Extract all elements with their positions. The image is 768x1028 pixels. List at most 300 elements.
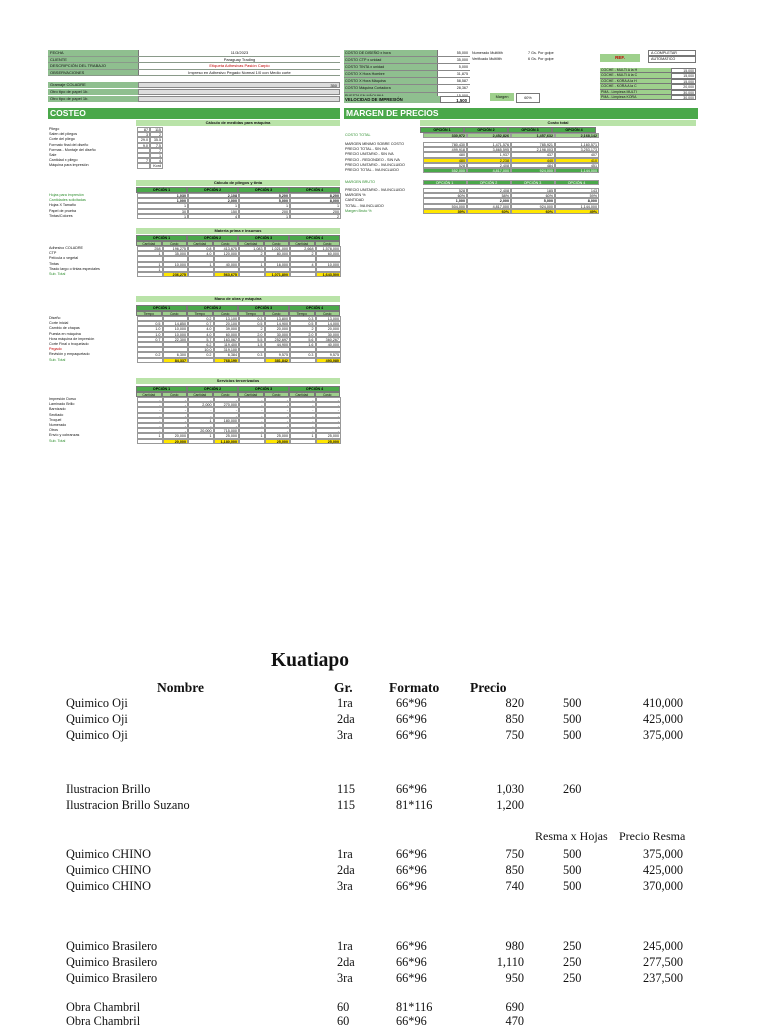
pliegos-value[interactable]: 150	[188, 209, 239, 214]
row-nombre: Quimico CHINO	[66, 879, 152, 893]
calc-value-a[interactable]: 29.0	[137, 137, 150, 142]
mano-value[interactable]: 319,100	[214, 347, 240, 352]
serv-value[interactable]: -	[214, 423, 240, 428]
serv-value[interactable]: -	[316, 402, 342, 407]
subcolumn-header: Tiempo	[238, 311, 264, 316]
materia-value[interactable]: 2	[290, 251, 316, 256]
serv-value[interactable]: 25,000	[214, 433, 240, 438]
serv-value[interactable]: -	[290, 413, 316, 418]
rate-label: COCHE - MULTI A la C	[600, 73, 671, 78]
price-value[interactable]: 407	[555, 152, 599, 157]
materia-value[interactable]: 120,000	[214, 251, 240, 256]
price-value[interactable]: 4,817,000	[467, 168, 511, 173]
pliegos-value[interactable]: 200	[239, 209, 290, 214]
serv-value[interactable]: 25,000	[265, 433, 291, 438]
serv-value[interactable]: 25,000	[316, 433, 342, 438]
calc-value-a[interactable]: 3	[137, 132, 150, 137]
serv-value[interactable]: 2,000	[188, 402, 214, 407]
mano-value[interactable]: 44,900	[265, 342, 291, 347]
mano-value[interactable]: 10.0	[188, 347, 214, 352]
pliegos-value[interactable]: 1	[239, 214, 290, 219]
serv-value[interactable]: -	[239, 428, 265, 433]
mano-value[interactable]: 22,300	[163, 337, 189, 342]
pliegos-value[interactable]: 1	[137, 203, 188, 208]
materia-value[interactable]: 4.0	[188, 251, 214, 256]
serv-value[interactable]: -	[137, 413, 163, 418]
mano-value[interactable]: 13,100	[214, 316, 240, 321]
materia-value[interactable]: 1	[239, 262, 265, 267]
serv-value[interactable]: -	[137, 418, 163, 423]
mano-title: Mano de obra y máquina	[136, 296, 340, 302]
price-value[interactable]: 552,000	[423, 168, 467, 173]
serv-value[interactable]: -	[316, 397, 342, 402]
costo-total-title: Costo total	[420, 120, 696, 126]
bruto-value[interactable]: 60%	[467, 209, 511, 214]
calc-value-a[interactable]: 7	[137, 158, 150, 163]
row-total: 375,000	[643, 728, 683, 742]
mano-value[interactable]: 6,300	[163, 352, 189, 357]
materia-value[interactable]: 35,000	[163, 251, 189, 256]
price-value[interactable]: 437	[511, 152, 555, 157]
mano-value[interactable]: 13,800	[265, 316, 291, 321]
mano-value[interactable]: 20,000	[265, 326, 291, 331]
cost-value[interactable]: 5,000	[437, 64, 470, 70]
serv-value[interactable]: -	[137, 402, 163, 407]
pliegos-value[interactable]: 1	[239, 203, 290, 208]
materia-value[interactable]: 4	[290, 262, 316, 267]
serv-value[interactable]: 1	[239, 433, 265, 438]
paper-value[interactable]: 350	[138, 82, 340, 88]
rate-value[interactable]: 15,000	[671, 68, 696, 73]
mano-value[interactable]: 30,000	[265, 332, 291, 337]
serv-value[interactable]: -	[163, 397, 189, 402]
bruto-value[interactable]: 4,817,000	[467, 204, 511, 209]
cost-value[interactable]: 35,000	[437, 57, 470, 63]
materia-value[interactable]: 60,000	[316, 251, 342, 256]
bruto-value[interactable]: 60%	[423, 193, 467, 198]
pliegos-value[interactable]: 1	[188, 203, 239, 208]
rate-value[interactable]: 30,000	[671, 95, 696, 100]
price-value[interactable]: 451	[555, 163, 599, 168]
price-value[interactable]: 499,918	[423, 147, 467, 152]
price-value[interactable]: 480	[423, 152, 467, 157]
serv-value[interactable]: -	[137, 428, 163, 433]
mano-value[interactable]: 5.5	[239, 337, 265, 342]
row-gr: 3ra	[337, 971, 353, 985]
price-value[interactable]: 924,000	[511, 168, 555, 173]
serv-value[interactable]: -	[239, 402, 265, 407]
serv-value[interactable]: -	[163, 413, 189, 418]
mano-value[interactable]: 0.3	[239, 352, 265, 357]
calc-value-b[interactable]: 115	[150, 127, 163, 132]
row-nombre: Quimico CHINO	[66, 847, 152, 861]
serv-value[interactable]: -	[265, 423, 291, 428]
mano-value[interactable]: 9,575	[265, 352, 291, 357]
info-value[interactable]: Paraguay Trading	[138, 57, 340, 63]
serv-value[interactable]: -	[163, 428, 189, 433]
row-gr: 1ra	[337, 847, 353, 861]
serv-value[interactable]: -	[163, 402, 189, 407]
pliegos-label: Hojas para impresión	[49, 193, 84, 197]
materia-value[interactable]: 258	[137, 246, 163, 251]
mano-value[interactable]: 10,000	[163, 332, 189, 337]
materia-value[interactable]: 1,083	[239, 246, 265, 251]
serv-value[interactable]: 1	[137, 433, 163, 438]
cost-note: Verificado Multilith	[472, 57, 502, 62]
serv-value[interactable]: -	[163, 423, 189, 428]
calc-label: Máquina para impresión	[49, 163, 89, 168]
serv-value[interactable]: 1	[290, 433, 316, 438]
price-label: PRECIO UNITARIO - IVA INCLUIDO	[345, 162, 405, 167]
serv-label: Impresión Dorso	[49, 397, 77, 401]
materia-value[interactable]: 1	[137, 262, 163, 267]
serv-value[interactable]: -	[316, 407, 342, 412]
bruto-value[interactable]: 60%	[511, 193, 555, 198]
row-precio: 850	[505, 712, 524, 726]
mano-total-label: Sub. Total	[49, 357, 66, 362]
rate-value[interactable]: 15,000	[671, 79, 696, 84]
price-value[interactable]: 2,198,003	[511, 147, 555, 152]
price-value[interactable]: 484	[511, 163, 555, 168]
bruto-value[interactable]: 504,000	[423, 204, 467, 209]
option-header: OPCIÓN 3	[238, 235, 289, 241]
bruto-value[interactable]: 8,000	[555, 198, 599, 203]
subcolumn-header: Costo	[213, 241, 239, 246]
serv-value[interactable]: -	[316, 413, 342, 418]
serv-value[interactable]: 1	[188, 433, 214, 438]
serv-value[interactable]: 715,000	[214, 428, 240, 433]
mano-value[interactable]: 40,000	[316, 342, 342, 347]
row-precio: 1,110	[496, 955, 524, 969]
mano-value[interactable]: 2	[290, 326, 316, 331]
mano-value[interactable]: 1.6	[290, 342, 316, 347]
mano-value[interactable]: 0.3	[239, 316, 265, 321]
price-label: PRECIO TOTAL - IVA INCLUIDO	[345, 167, 399, 172]
calc-value-b[interactable]: 7.5	[150, 143, 163, 148]
serv-value[interactable]: -	[290, 418, 316, 423]
price-value[interactable]: 3,253,173	[555, 147, 599, 152]
header-precio: Precio	[470, 680, 507, 695]
bruto-value[interactable]: 59%	[555, 193, 599, 198]
price-value[interactable]: 780,430	[423, 142, 467, 147]
row-gr: 2da	[337, 863, 355, 877]
price-value[interactable]: 2,238	[467, 158, 511, 163]
materia-value[interactable]: 1,021,000	[265, 246, 291, 251]
pliegos-value[interactable]: 8,000	[290, 198, 341, 203]
price-value[interactable]: 440	[511, 158, 555, 163]
calc-value-b[interactable]: Kord	[150, 163, 163, 168]
mano-value[interactable]: 2.0	[290, 332, 316, 337]
serv-value[interactable]: -	[188, 407, 214, 412]
serv-value[interactable]: -	[137, 397, 163, 402]
option-header: OPCIÓN 2	[467, 180, 511, 185]
mano-value[interactable]: 0.2	[137, 352, 163, 357]
materia-value[interactable]: 413,675	[214, 246, 240, 251]
serv-value[interactable]: -	[316, 418, 342, 423]
option-header: OPCIÓN 2	[187, 235, 238, 241]
bruto-value[interactable]: 58%	[467, 193, 511, 198]
materia-value[interactable]: 1	[188, 262, 214, 267]
serv-value[interactable]: -	[239, 407, 265, 412]
margin-value[interactable]: 60%	[516, 93, 540, 103]
mano-value[interactable]: 252,697	[265, 337, 291, 342]
mano-value[interactable]: 20,000	[316, 326, 342, 331]
price-value[interactable]: 528	[423, 163, 467, 168]
serv-value[interactable]: 20,000	[188, 428, 214, 433]
materia-value[interactable]: 196,275	[163, 246, 189, 251]
mano-value[interactable]: 0.5	[239, 321, 265, 326]
serv-total-label: Sub. Total	[49, 438, 66, 443]
info-label: FECHA	[48, 50, 138, 56]
serv-value[interactable]: -	[214, 413, 240, 418]
serv-value[interactable]: -	[265, 413, 291, 418]
mano-value[interactable]: 5.7	[188, 337, 214, 342]
bruto-value[interactable]: 143	[555, 188, 599, 193]
calc-value-b[interactable]: 1	[150, 153, 163, 158]
rate-value[interactable]: 20,000	[671, 84, 696, 89]
row-nombre: Quimico Brasilero	[66, 971, 158, 985]
velocity-value[interactable]: 1,500	[440, 96, 470, 103]
price-value[interactable]: 1,937	[467, 152, 511, 157]
price-value[interactable]: 2,408	[467, 163, 511, 168]
mano-value[interactable]: 4.0	[188, 326, 214, 331]
mano-value[interactable]: 10,000	[163, 326, 189, 331]
bruto-value[interactable]: 2,000	[467, 198, 511, 203]
mano-value[interactable]: 2	[239, 326, 265, 331]
mano-value[interactable]: 4.0	[188, 332, 214, 337]
option-header: OPCIÓN 4	[552, 127, 596, 133]
row-nombre: Quimico Oji	[66, 712, 128, 726]
price-value[interactable]: 3,865,595	[467, 147, 511, 152]
header-nombre: Nombre	[157, 680, 204, 695]
bruto-value[interactable]: 5,000	[511, 198, 555, 203]
serv-value[interactable]: -	[239, 418, 265, 423]
row-gr: 60	[337, 1014, 350, 1028]
serv-value[interactable]: -	[290, 423, 316, 428]
serv-label: Laminado Brillo	[49, 402, 75, 407]
serv-value[interactable]: -	[265, 418, 291, 423]
row-nombre: Quimico CHINO	[66, 863, 152, 877]
mano-value[interactable]: 6.2	[188, 342, 214, 347]
serv-value[interactable]: -	[214, 407, 240, 412]
mano-value[interactable]: 20,100	[214, 321, 240, 326]
calc-value-b[interactable]: 4	[150, 158, 163, 163]
bruto-value[interactable]: 924,000	[511, 204, 555, 209]
materia-label: Tirado largo o tintas especiales	[49, 266, 100, 271]
serv-value[interactable]: -	[290, 407, 316, 412]
mano-value[interactable]: 14,850	[163, 321, 189, 326]
materia-value[interactable]: 1	[137, 251, 163, 256]
mano-value[interactable]: 39,000	[214, 326, 240, 331]
calc-value-b[interactable]: 2	[150, 132, 163, 137]
mano-value[interactable]: 9,575	[316, 352, 342, 357]
pliegos-value[interactable]: 1,000	[137, 198, 188, 203]
materia-value[interactable]: 0.8	[188, 246, 214, 251]
subcolumn-header: Costo	[264, 392, 290, 397]
bruto-value[interactable]: 1,000	[423, 198, 467, 203]
pliegos-value[interactable]: 200	[290, 209, 341, 214]
subcolumn-header: Costo	[162, 392, 188, 397]
bruto-value[interactable]: 39%	[423, 209, 467, 214]
mano-value[interactable]: 0.3	[290, 352, 316, 357]
serv-value[interactable]: -	[188, 413, 214, 418]
serv-value[interactable]: -	[290, 428, 316, 433]
price-value[interactable]: 1,144,000	[555, 168, 599, 173]
materia-value[interactable]: 1,578,000	[316, 246, 342, 251]
cost-value[interactable]: 31,875	[437, 71, 470, 77]
serv-value[interactable]: -	[265, 402, 291, 407]
mano-value[interactable]: 360,267	[316, 337, 342, 342]
mano-value[interactable]: 14,000	[316, 321, 342, 326]
bruto-value[interactable]: 185	[511, 188, 555, 193]
rate-label: PMA - Limpieza KORA	[600, 95, 671, 100]
cost-label: COSTO DE DISEÑO x hora	[344, 50, 437, 56]
row-nombre: Ilustracion Brillo Suzano	[66, 798, 190, 812]
cost-value[interactable]: 58,587	[437, 78, 470, 84]
pliegos-value[interactable]: 1	[290, 203, 341, 208]
calc-label: Salen del pliegos	[49, 132, 78, 137]
paper-label: Otro tipo de papel 1b.	[48, 96, 138, 102]
calc-value-a[interactable]: 9.0	[137, 143, 150, 148]
serv-value[interactable]: -	[290, 397, 316, 402]
calc-value-a[interactable]: 87	[137, 127, 150, 132]
serv-value[interactable]: 1	[188, 418, 214, 423]
pliegos-value[interactable]: 5,000	[239, 198, 290, 203]
serv-value[interactable]: -	[188, 423, 214, 428]
mano-value[interactable]: 0.7	[137, 337, 163, 342]
pliegos-value[interactable]: 2,108	[188, 193, 239, 198]
materia-value[interactable]: 1	[137, 267, 163, 272]
price-value[interactable]: 785,921	[511, 142, 555, 147]
mano-value[interactable]: 30,000	[316, 332, 342, 337]
row-precio: 470	[505, 1014, 524, 1028]
pliegos-value[interactable]: 1,030	[137, 193, 188, 198]
serv-value[interactable]: -	[290, 402, 316, 407]
bruto-value[interactable]: 60%	[511, 209, 555, 214]
materia-value[interactable]: 2,668	[290, 246, 316, 251]
mano-total-value: 768,190	[214, 358, 240, 363]
serv-value[interactable]: -	[188, 397, 214, 402]
mano-total-value: 493,080	[316, 358, 342, 363]
mano-value[interactable]: 1.5	[239, 342, 265, 347]
row-gr: 2da	[337, 712, 355, 726]
serv-value[interactable]: -	[137, 407, 163, 412]
serv-value[interactable]: -	[239, 413, 265, 418]
pliegos-value[interactable]: 30	[137, 209, 188, 214]
subcolumn-header: Tiempo	[289, 311, 315, 316]
mano-value[interactable]: 0.3	[290, 316, 316, 321]
serv-value[interactable]: 180,000	[214, 418, 240, 423]
rate-value[interactable]: 30,000	[671, 90, 696, 95]
serv-value[interactable]: -	[316, 428, 342, 433]
pliegos-value[interactable]: 4	[188, 214, 239, 219]
mano-value[interactable]: 6,384	[214, 352, 240, 357]
mano-value[interactable]: 5.6	[290, 337, 316, 342]
mano-value[interactable]: 0.2	[188, 352, 214, 357]
mano-value[interactable]: 14,900	[265, 321, 291, 326]
bruto-value[interactable]: 49%	[555, 209, 599, 214]
mano-value[interactable]: 163,067	[214, 337, 240, 342]
materia-value[interactable]: 16,000	[265, 262, 291, 267]
pliegos-value[interactable]: 2	[290, 214, 341, 219]
info-value[interactable]: 11/3/2023	[138, 50, 340, 56]
serv-value[interactable]: -	[239, 423, 265, 428]
cost-value[interactable]: 28,367	[437, 85, 470, 91]
materia-value[interactable]: 2	[239, 251, 265, 256]
mano-value[interactable]: 1.0	[137, 326, 163, 331]
price-value[interactable]: 1,160,571	[555, 142, 599, 147]
serv-value[interactable]: 20,000	[163, 433, 189, 438]
pliegos-value[interactable]: 8,200	[290, 193, 341, 198]
row-gr: 115	[337, 782, 355, 796]
rate-value[interactable]: 15,000	[671, 73, 696, 78]
pliegos-value[interactable]: 1	[137, 214, 188, 219]
materia-value[interactable]: 10,000	[163, 262, 189, 267]
mano-value[interactable]: 0.5	[290, 321, 316, 326]
serv-total-value: 1,180,000	[214, 439, 240, 444]
cost-value[interactable]: 55,000	[437, 50, 470, 56]
option-header: OPCIÓN 4	[289, 187, 340, 193]
mano-value[interactable]: 2.0	[239, 332, 265, 337]
price-value[interactable]: 480	[423, 158, 467, 163]
mano-value[interactable]: 0.5	[137, 321, 163, 326]
mano-value[interactable]: 0.2	[188, 316, 214, 321]
materia-value[interactable]: 40,000	[214, 262, 240, 267]
serv-value[interactable]: -	[265, 428, 291, 433]
materia-value[interactable]: 10,000	[316, 262, 342, 267]
option-header: OPCIÓN 1	[423, 180, 467, 185]
row-total: 370,000	[643, 879, 683, 893]
rate-label: PMA - Limpieza MULTI	[600, 90, 671, 95]
price-value[interactable]: 1,471,576	[467, 142, 511, 147]
serv-value[interactable]: -	[239, 397, 265, 402]
mano-value[interactable]: 0.7	[188, 321, 214, 326]
bruto-label: TOTAL - IVA INCLUIDO	[345, 203, 384, 208]
row-formato: 66*96	[396, 863, 427, 877]
serv-value[interactable]: -	[265, 397, 291, 402]
serv-value[interactable]: -	[214, 397, 240, 402]
cost-note: Numerado Multilith	[472, 51, 503, 55]
materia-total-label: Sub. Total	[49, 271, 66, 276]
row-nombre: Quimico Brasilero	[66, 955, 158, 969]
row-formato: 81*116	[396, 1000, 433, 1014]
serv-value[interactable]: -	[163, 418, 189, 423]
pliegos-title: Cálculo de pliegos y tinta	[136, 180, 340, 186]
bruto-value[interactable]: 528	[423, 188, 467, 193]
mano-value[interactable]: 60,000	[214, 332, 240, 337]
pliegos-value[interactable]: 2,000	[188, 198, 239, 203]
calc-value-b[interactable]: 7	[150, 148, 163, 153]
serv-value[interactable]: -	[265, 407, 291, 412]
calc-value-b[interactable]: 35.5	[150, 137, 163, 142]
serv-value[interactable]: -	[163, 407, 189, 412]
info-value[interactable]: Impreso en Adhesivo Pegado Normal 1/0 con Medio corte	[138, 70, 340, 76]
bruto-value[interactable]: 1,144,000	[555, 204, 599, 209]
pliegos-value[interactable]: 5,200	[239, 193, 290, 198]
info-value[interactable]: Etiqueta Adhesivas Pasión Carpio	[138, 63, 340, 69]
serv-value[interactable]: 270,000	[214, 402, 240, 407]
mano-value[interactable]: 1.0	[137, 332, 163, 337]
bruto-value[interactable]: 2,408	[467, 188, 511, 193]
option-header: OPCIÓN 4	[289, 305, 340, 311]
materia-value[interactable]: 80,000	[265, 251, 291, 256]
serv-value[interactable]: -	[137, 423, 163, 428]
price-value[interactable]: 410	[555, 158, 599, 163]
costo-total-value: 330,972	[423, 133, 467, 138]
mano-value[interactable]: 13,000	[316, 316, 342, 321]
serv-value[interactable]: -	[316, 423, 342, 428]
mano-value[interactable]: 119,400	[214, 342, 240, 347]
